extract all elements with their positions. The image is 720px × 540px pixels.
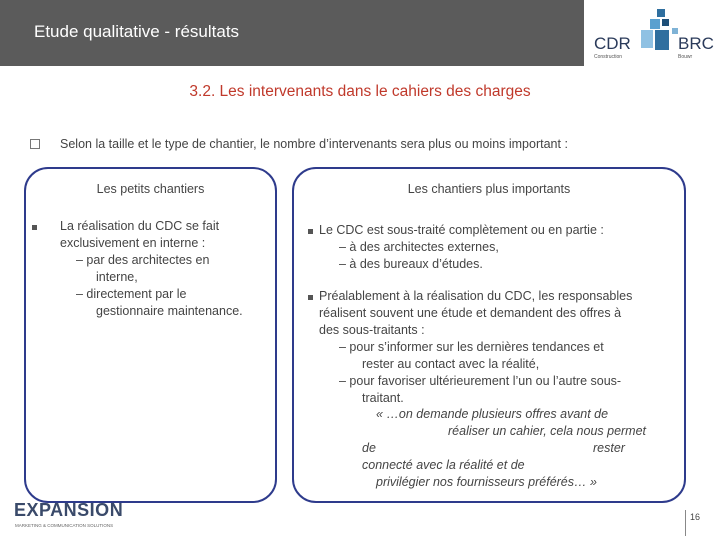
- right-b2-line: traitant.: [362, 391, 404, 405]
- right-b2-line: réalisent souvent une étude et demandent des offres à: [319, 306, 622, 320]
- left-line: interne,: [96, 270, 138, 284]
- footer-divider: [685, 510, 686, 536]
- page-number: 16: [690, 512, 701, 522]
- right-b2-line: – pour favoriser ultérieurement l’un ou l’autre sous-: [339, 374, 622, 388]
- quote-line: privilégier nos fournisseurs préférés… »: [376, 475, 597, 489]
- right-b1-line: – à des bureaux d’études.: [339, 257, 483, 271]
- svg-text:BRC: BRC: [678, 34, 714, 53]
- quote-line: connecté avec la réalité et de: [362, 458, 525, 472]
- cdr-brc-logo-graphic: [584, 0, 720, 66]
- left-heading: Les petits chantiers: [96, 182, 205, 196]
- left-line: La réalisation du CDC se fait: [60, 219, 220, 233]
- right-heading: Les chantiers plus importants: [407, 182, 571, 196]
- intro-text: Selon la taille et le type de chantier, le nombre d’intervenants sera plus ou moins important :: [60, 137, 568, 151]
- quote-line: « …on demande plusieurs offres avant de: [376, 407, 609, 421]
- cdr-brc-logo: [584, 0, 720, 66]
- checkbox-bullet-icon: [30, 139, 40, 149]
- quote-line: de: [362, 441, 376, 455]
- quote-line: réaliser un cahier, cela nous permet: [448, 424, 647, 438]
- section-subtitle: 3.2. Les intervenants dans le cahiers des charges: [189, 83, 531, 100]
- left-line: exclusivement en interne :: [60, 236, 206, 250]
- right-b1-line: – à des architectes externes,: [339, 240, 499, 254]
- svg-text:CDR: CDR: [594, 34, 631, 53]
- header-bar: [0, 0, 584, 66]
- square-bullet-icon: [308, 295, 313, 300]
- right-b2-line: – pour s’informer sur les dernières tendances et: [339, 340, 604, 354]
- square-bullet-icon: [32, 225, 37, 230]
- square-bullet-icon: [308, 229, 313, 234]
- right-b2-line: Préalablement à la réalisation du CDC, les responsables: [319, 289, 633, 303]
- svg-text:MARKETING & COMMUNICATION SOLU: MARKETING & COMMUNICATION SOLUTIONS: [15, 523, 114, 528]
- quote-line: rester: [593, 441, 625, 455]
- right-b2-line: rester au contact avec la réalité,: [362, 357, 540, 371]
- right-b1-line: Le CDC est sous-traité complètement ou en partie :: [319, 223, 604, 237]
- left-line: – par des architectes en: [76, 253, 210, 267]
- left-line: – directement par le: [76, 287, 187, 301]
- expansion-logo: [12, 498, 152, 532]
- left-line: gestionnaire maintenance.: [96, 304, 243, 318]
- svg-text:Construction: Construction: [594, 54, 623, 60]
- right-b2-line: des sous-traitants :: [319, 323, 425, 337]
- slide-title: Etude qualitative - résultats: [34, 22, 240, 41]
- svg-text:EXPANSION: EXPANSION: [14, 500, 124, 520]
- svg-text:Bouwr: Bouwr: [678, 54, 693, 60]
